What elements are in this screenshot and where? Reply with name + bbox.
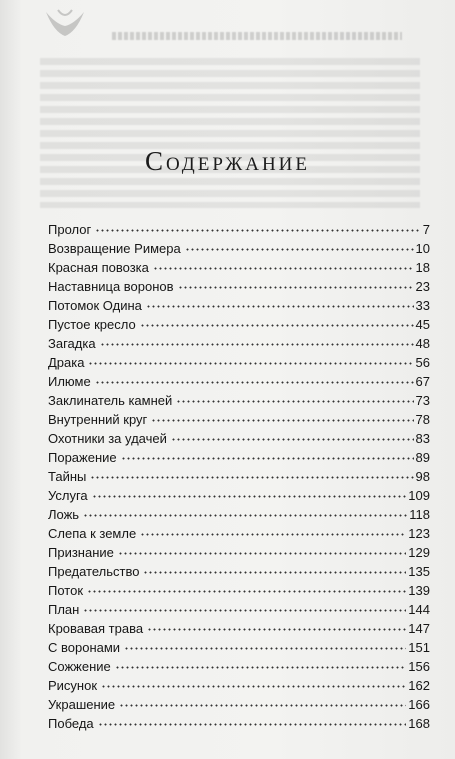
toc-entry-label: Охотники за удачей bbox=[48, 431, 167, 446]
toc-entry-label: Украшение bbox=[48, 697, 116, 712]
toc-entry bbox=[48, 714, 430, 733]
toc-entry bbox=[48, 467, 430, 486]
toc-entry-label: Заклинатель камней bbox=[48, 393, 173, 408]
toc-entry-page: 156 bbox=[408, 659, 430, 674]
toc-entry bbox=[48, 657, 430, 676]
toc-entry-page: 139 bbox=[408, 583, 430, 598]
dot-leader bbox=[90, 476, 413, 479]
dot-leader bbox=[147, 628, 406, 631]
toc-entry bbox=[48, 619, 430, 638]
toc-entry-page: 109 bbox=[408, 488, 430, 503]
toc-entry-page: 166 bbox=[408, 697, 430, 712]
toc-entry-label: Поток bbox=[48, 583, 84, 598]
toc-entry bbox=[48, 353, 430, 372]
dot-leader bbox=[119, 704, 406, 707]
toc-entry-page: 78 bbox=[415, 412, 430, 427]
toc-entry-label: Поражение bbox=[48, 450, 117, 465]
toc-entry-page: 83 bbox=[415, 431, 430, 446]
toc-entry-label: С воронами bbox=[48, 640, 121, 655]
dot-leader bbox=[95, 229, 420, 232]
dot-leader bbox=[178, 286, 414, 289]
toc-entry bbox=[48, 543, 430, 562]
toc-entry-page: 23 bbox=[415, 279, 430, 294]
toc-entry-page: 168 bbox=[408, 716, 430, 731]
toc-entry-label: Кровавая трава bbox=[48, 621, 144, 636]
dot-leader bbox=[118, 552, 406, 555]
toc-entry-page: 129 bbox=[408, 545, 430, 560]
show-through-text bbox=[40, 58, 420, 208]
toc-entry bbox=[48, 277, 430, 296]
toc-entry bbox=[48, 391, 430, 410]
toc-entry bbox=[48, 220, 430, 239]
dot-leader bbox=[140, 324, 414, 327]
toc-entry bbox=[48, 334, 430, 353]
dot-leader bbox=[98, 723, 407, 726]
toc-entry bbox=[48, 258, 430, 277]
toc-entry bbox=[48, 562, 430, 581]
toc-entry bbox=[48, 410, 430, 429]
toc-entry-page: 147 bbox=[408, 621, 430, 636]
toc-entry-page: 45 bbox=[415, 317, 430, 332]
dot-leader bbox=[100, 343, 414, 346]
toc-title: Содержание bbox=[144, 146, 311, 176]
toc-entry-label: Красная повозка bbox=[48, 260, 149, 275]
dot-leader bbox=[124, 647, 406, 650]
toc-entry bbox=[48, 296, 430, 315]
toc-entry-label: Рисунок bbox=[48, 678, 98, 693]
dot-leader bbox=[95, 381, 414, 384]
dot-leader bbox=[87, 590, 406, 593]
toc-entry-label: Предательство bbox=[48, 564, 140, 579]
toc-entry-page: 151 bbox=[408, 640, 430, 655]
dot-leader bbox=[143, 571, 406, 574]
toc-list bbox=[48, 220, 430, 733]
toc-entry bbox=[48, 372, 430, 391]
toc-entry-label: Признание bbox=[48, 545, 114, 560]
dot-leader bbox=[88, 362, 413, 365]
toc-entry-page: 18 bbox=[415, 260, 430, 275]
toc-entry-label: Драка bbox=[48, 355, 85, 370]
toc-entry-page: 118 bbox=[409, 507, 430, 522]
toc-entry-page: 98 bbox=[415, 469, 430, 484]
emblem-icon bbox=[44, 6, 86, 40]
dot-leader bbox=[115, 666, 407, 669]
show-through-title bbox=[120, 4, 400, 28]
toc-entry bbox=[48, 448, 430, 467]
toc-entry-page: 89 bbox=[415, 450, 430, 465]
dot-leader bbox=[171, 438, 414, 441]
toc-entry bbox=[48, 676, 430, 695]
toc-entry-label: Пролог bbox=[48, 222, 92, 237]
toc-entry-page: 33 bbox=[415, 298, 430, 313]
toc-entry-page: 144 bbox=[408, 602, 430, 617]
toc-entry bbox=[48, 581, 430, 600]
toc-entry bbox=[48, 638, 430, 657]
dot-leader bbox=[121, 457, 414, 460]
toc-entry bbox=[48, 239, 430, 258]
dot-leader bbox=[146, 305, 414, 308]
dot-leader bbox=[83, 514, 407, 517]
toc-entry bbox=[48, 695, 430, 714]
toc-entry bbox=[48, 600, 430, 619]
toc-entry-page: 73 bbox=[415, 393, 430, 408]
toc-entry bbox=[48, 505, 430, 524]
show-through-subtitle bbox=[112, 32, 402, 40]
dot-leader bbox=[140, 533, 406, 536]
toc-entry-label: Ложь bbox=[48, 507, 80, 522]
toc-entry-page: 10 bbox=[415, 241, 430, 256]
toc-entry bbox=[48, 486, 430, 505]
toc-entry-label: Тайны bbox=[48, 469, 87, 484]
dot-leader bbox=[101, 685, 406, 688]
toc-entry-label: Внутренний круг bbox=[48, 412, 148, 427]
dot-leader bbox=[153, 267, 414, 270]
show-through-header bbox=[0, 0, 455, 50]
toc-entry-page: 48 bbox=[415, 336, 430, 351]
dot-leader bbox=[83, 609, 406, 612]
toc-entry-label: Сожжение bbox=[48, 659, 111, 674]
toc-entry-label: Возвращение Римера bbox=[48, 241, 181, 256]
dot-leader bbox=[185, 248, 414, 251]
toc-entry-label: Услуга bbox=[48, 488, 88, 503]
toc-entry-page: 135 bbox=[408, 564, 430, 579]
toc-entry-label: Потомок Одина bbox=[48, 298, 142, 313]
toc-entry-label: Победа bbox=[48, 716, 94, 731]
toc-entry-page: 56 bbox=[415, 355, 430, 370]
dot-leader bbox=[151, 419, 413, 422]
toc-entry-page: 67 bbox=[415, 374, 430, 389]
toc-entry-label: Наставница воронов bbox=[48, 279, 174, 294]
toc-entry-label: Загадка bbox=[48, 336, 96, 351]
toc-entry-label: Пустое кресло bbox=[48, 317, 136, 332]
toc-entry-page: 123 bbox=[408, 526, 430, 541]
toc-entry-label: Слепа к земле bbox=[48, 526, 137, 541]
toc-entry-label: План bbox=[48, 602, 80, 617]
toc-entry bbox=[48, 524, 430, 543]
toc-entry bbox=[48, 429, 430, 448]
dot-leader bbox=[176, 400, 413, 403]
dot-leader bbox=[92, 495, 407, 498]
toc-entry-page: 7 bbox=[422, 222, 430, 237]
toc-entry-page: 162 bbox=[408, 678, 430, 693]
toc-entry-label: Илюме bbox=[48, 374, 91, 389]
toc-entry bbox=[48, 315, 430, 334]
